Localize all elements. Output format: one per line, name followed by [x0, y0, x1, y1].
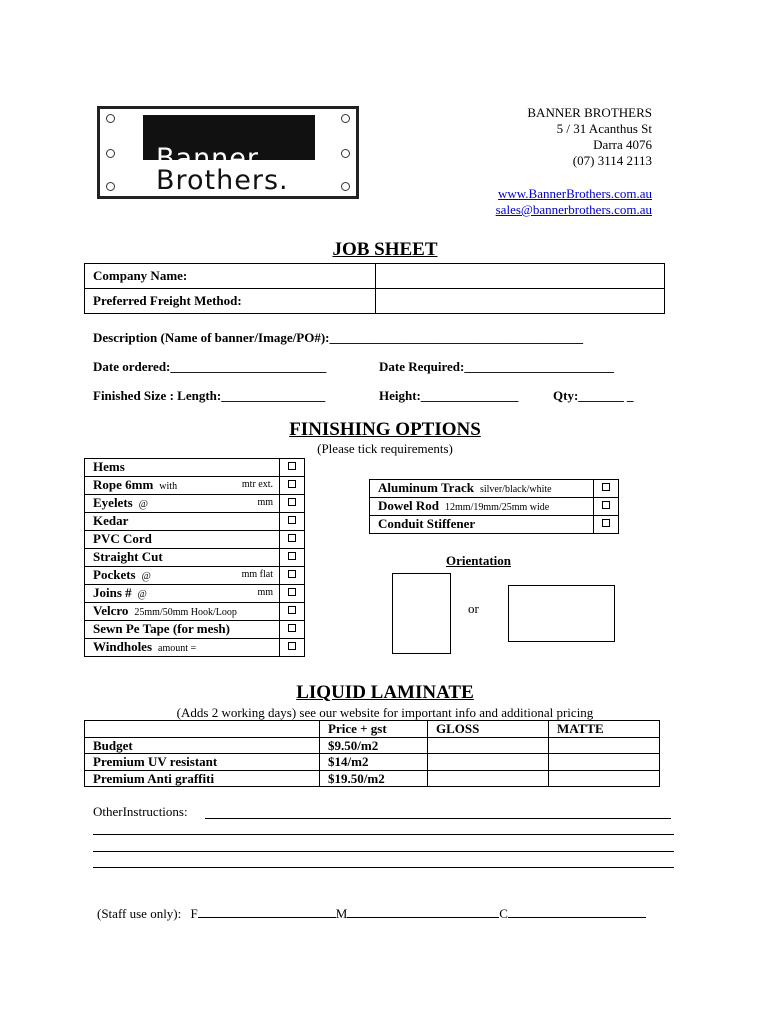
- finishing-option-cell: [85, 585, 280, 603]
- finishing-subtitle: (Please tick requirements): [317, 441, 453, 456]
- header-blank: [85, 721, 320, 738]
- bolt-icon: [106, 114, 115, 123]
- laminate-header-row: [85, 721, 660, 738]
- finishing-option-label: Pockets: [93, 567, 136, 582]
- checkbox-icon: [288, 498, 296, 506]
- email-link[interactable]: sales@bannerbrothers.com.au: [495, 202, 652, 217]
- checkbox-icon: [602, 501, 610, 509]
- finishing-option-label: Joins #: [93, 585, 132, 600]
- landscape-orientation-box[interactable]: [508, 585, 615, 642]
- finishing-option-label: Hems: [93, 459, 125, 474]
- header-gloss: GLOSS: [428, 721, 549, 738]
- track-option-label: Dowel Rod: [378, 498, 440, 513]
- logo-word-brothers: Brothers.: [156, 165, 289, 196]
- finishing-option-label: Kedar: [93, 513, 129, 528]
- tick-checkbox[interactable]: [280, 477, 305, 495]
- finishing-option-label: Windholes: [93, 639, 153, 654]
- matte-cell[interactable]: [549, 770, 660, 787]
- orientation-or: or: [468, 601, 479, 616]
- table-row: [85, 770, 660, 787]
- gloss-cell[interactable]: [428, 754, 549, 771]
- finishing-options-table: [84, 458, 305, 657]
- table-row: [85, 737, 660, 754]
- matte-cell[interactable]: [549, 737, 660, 754]
- staff-c-field[interactable]: [508, 905, 646, 918]
- checkbox-icon: [288, 462, 296, 470]
- bolt-icon: [106, 149, 115, 158]
- finishing-option-row: [85, 549, 305, 567]
- header-price: Price + gst: [320, 721, 428, 738]
- finishing-option-note: @: [141, 571, 151, 582]
- job-sheet-title: JOB SHEET: [332, 239, 438, 260]
- freight-method-field[interactable]: [376, 289, 665, 314]
- tick-checkbox[interactable]: [280, 639, 305, 657]
- portrait-orientation-box[interactable]: [392, 573, 451, 654]
- tick-checkbox[interactable]: [280, 513, 305, 531]
- gloss-cell[interactable]: [428, 737, 549, 754]
- staff-f-field[interactable]: [198, 905, 336, 918]
- track-option-note: 12mm/19mm/25mm wide: [445, 502, 550, 513]
- tick-checkbox[interactable]: [280, 621, 305, 639]
- other-instructions-line-2[interactable]: [93, 834, 674, 835]
- bolt-icon: [341, 114, 350, 123]
- finishing-option-row: [85, 495, 305, 513]
- other-instructions-label: OtherInstructions:: [93, 804, 188, 819]
- finishing-option-row: [85, 585, 305, 603]
- tick-checkbox[interactable]: [280, 549, 305, 567]
- finishing-option-label: Rope 6mm: [93, 477, 154, 492]
- finishing-option-row: [85, 639, 305, 657]
- company-name-field[interactable]: [376, 264, 665, 289]
- finishing-option-unit: mm flat: [241, 569, 273, 580]
- finishing-option-cell: [85, 567, 280, 585]
- description-field[interactable]: Description (Name of banner/Image/PO#):_______________________________________: [93, 330, 583, 345]
- laminate-price: $14/m2: [320, 754, 428, 771]
- finishing-option-label: PVC Cord: [93, 531, 152, 546]
- finishing-option-note: with: [159, 481, 178, 492]
- matte-cell[interactable]: [549, 754, 660, 771]
- staff-m-label: M: [335, 906, 348, 921]
- liquid-laminate-title: LIQUID LAMINATE: [296, 682, 474, 703]
- finishing-option-note: @: [138, 499, 148, 510]
- company-name: BANNER BROTHERS: [527, 105, 652, 120]
- finishing-option-cell: [85, 639, 280, 657]
- laminate-name: Budget: [85, 737, 320, 754]
- finishing-option-label: Eyelets: [93, 495, 133, 510]
- track-option-cell: [370, 480, 594, 498]
- height-field[interactable]: Height:_______________: [379, 388, 519, 403]
- finishing-option-cell: [85, 495, 280, 513]
- tick-checkbox[interactable]: [280, 459, 305, 477]
- checkbox-icon: [602, 483, 610, 491]
- tick-checkbox[interactable]: [594, 480, 619, 498]
- finishing-option-cell: [85, 531, 280, 549]
- company-logo: [97, 106, 359, 199]
- checkbox-icon: [288, 516, 296, 524]
- date-required-field[interactable]: Date Required:_______________________: [379, 359, 614, 374]
- finishing-option-row: [85, 603, 305, 621]
- finishing-option-row: [85, 459, 305, 477]
- finishing-option-cell: [85, 549, 280, 567]
- checkbox-icon: [288, 606, 296, 614]
- date-ordered-field[interactable]: Date ordered:________________________: [93, 359, 327, 374]
- gloss-cell[interactable]: [428, 770, 549, 787]
- finishing-option-unit: mm: [257, 497, 273, 508]
- track-option-row: [370, 498, 619, 516]
- staff-use-row: [97, 905, 646, 922]
- laminate-name: Premium Anti graffiti: [85, 770, 320, 787]
- finishing-option-note: 25mm/50mm Hook/Loop: [134, 607, 237, 618]
- finishing-option-label: Straight Cut: [93, 549, 163, 564]
- checkbox-icon: [288, 624, 296, 632]
- checkbox-icon: [602, 519, 610, 527]
- checkbox-icon: [288, 588, 296, 596]
- tick-checkbox[interactable]: [280, 531, 305, 549]
- finishing-option-unit: mtr ext.: [241, 479, 273, 490]
- qty-field[interactable]: Qty:_______ _: [553, 388, 634, 403]
- finishing-option-cell: [85, 621, 280, 639]
- finishing-option-note: @: [137, 589, 147, 600]
- staff-use-label: (Staff use only):: [97, 906, 182, 921]
- track-options-table: [369, 479, 619, 534]
- checkbox-icon: [288, 534, 296, 542]
- company-address: [527, 105, 652, 169]
- other-instructions-line-4[interactable]: [93, 867, 674, 868]
- finished-length-field[interactable]: Finished Size : Length:________________: [93, 388, 326, 403]
- header-matte: MATTE: [549, 721, 660, 738]
- finishing-option-label: Sewn Pe Tape (for mesh): [93, 621, 230, 636]
- finishing-option-note: amount =: [158, 643, 197, 654]
- track-option-note: silver/black/white: [479, 484, 552, 495]
- tick-checkbox[interactable]: [280, 603, 305, 621]
- bolt-icon: [341, 149, 350, 158]
- track-option-label: Conduit Stiffener: [378, 516, 476, 531]
- tick-checkbox[interactable]: [280, 585, 305, 603]
- finishing-option-cell: [85, 459, 280, 477]
- track-option-cell: [370, 516, 594, 534]
- checkbox-icon: [288, 480, 296, 488]
- checkbox-icon: [288, 552, 296, 560]
- other-instructions-line-3[interactable]: [93, 851, 674, 852]
- website-link[interactable]: www.BannerBrothers.com.au: [497, 186, 652, 201]
- bolt-icon: [106, 182, 115, 191]
- checkbox-icon: [288, 570, 296, 578]
- track-option-label: Aluminum Track: [378, 480, 474, 495]
- laminate-price: $19.50/m2: [320, 770, 428, 787]
- phone: (07) 3114 2113: [572, 153, 652, 168]
- finishing-option-row: [85, 513, 305, 531]
- laminate-price: $9.50/m2: [320, 737, 428, 754]
- logo-word-banner: Banner: [156, 143, 260, 174]
- orientation-label: Orientation: [446, 553, 511, 568]
- company-name-label: Company Name:: [85, 264, 376, 289]
- laminate-subtitle: (Adds 2 working days) see our website for important info and additional pricing: [176, 705, 594, 720]
- table-row: [85, 754, 660, 771]
- finishing-option-cell: [85, 513, 280, 531]
- finishing-option-unit: mm: [257, 587, 273, 598]
- other-instructions-line-1[interactable]: [205, 818, 671, 819]
- company-table: [84, 263, 665, 314]
- laminate-pricing-table: [84, 720, 660, 787]
- freight-method-label: Preferred Freight Method:: [85, 289, 376, 314]
- staff-m-field[interactable]: [347, 905, 499, 918]
- suburb: Darra 4076: [593, 137, 652, 152]
- finishing-option-row: [85, 531, 305, 549]
- tick-checkbox[interactable]: [594, 516, 619, 534]
- staff-f-label: F: [190, 906, 198, 921]
- tick-checkbox[interactable]: [280, 567, 305, 585]
- track-option-cell: [370, 498, 594, 516]
- staff-c-label: C: [499, 906, 508, 921]
- finishing-option-row: [85, 567, 305, 585]
- track-option-row: [370, 480, 619, 498]
- finishing-option-row: [85, 621, 305, 639]
- finishing-option-row: [85, 477, 305, 495]
- laminate-name: Premium UV resistant: [85, 754, 320, 771]
- track-option-row: [370, 516, 619, 534]
- tick-checkbox[interactable]: [594, 498, 619, 516]
- finishing-options-title: FINISHING OPTIONS: [289, 419, 481, 440]
- contact-links: [496, 186, 652, 218]
- finishing-option-label: Velcro: [93, 603, 129, 618]
- street: 5 / 31 Acanthus St: [556, 121, 652, 136]
- finishing-option-cell: [85, 603, 280, 621]
- tick-checkbox[interactable]: [280, 495, 305, 513]
- finishing-option-cell: [85, 477, 280, 495]
- bolt-icon: [341, 182, 350, 191]
- checkbox-icon: [288, 642, 296, 650]
